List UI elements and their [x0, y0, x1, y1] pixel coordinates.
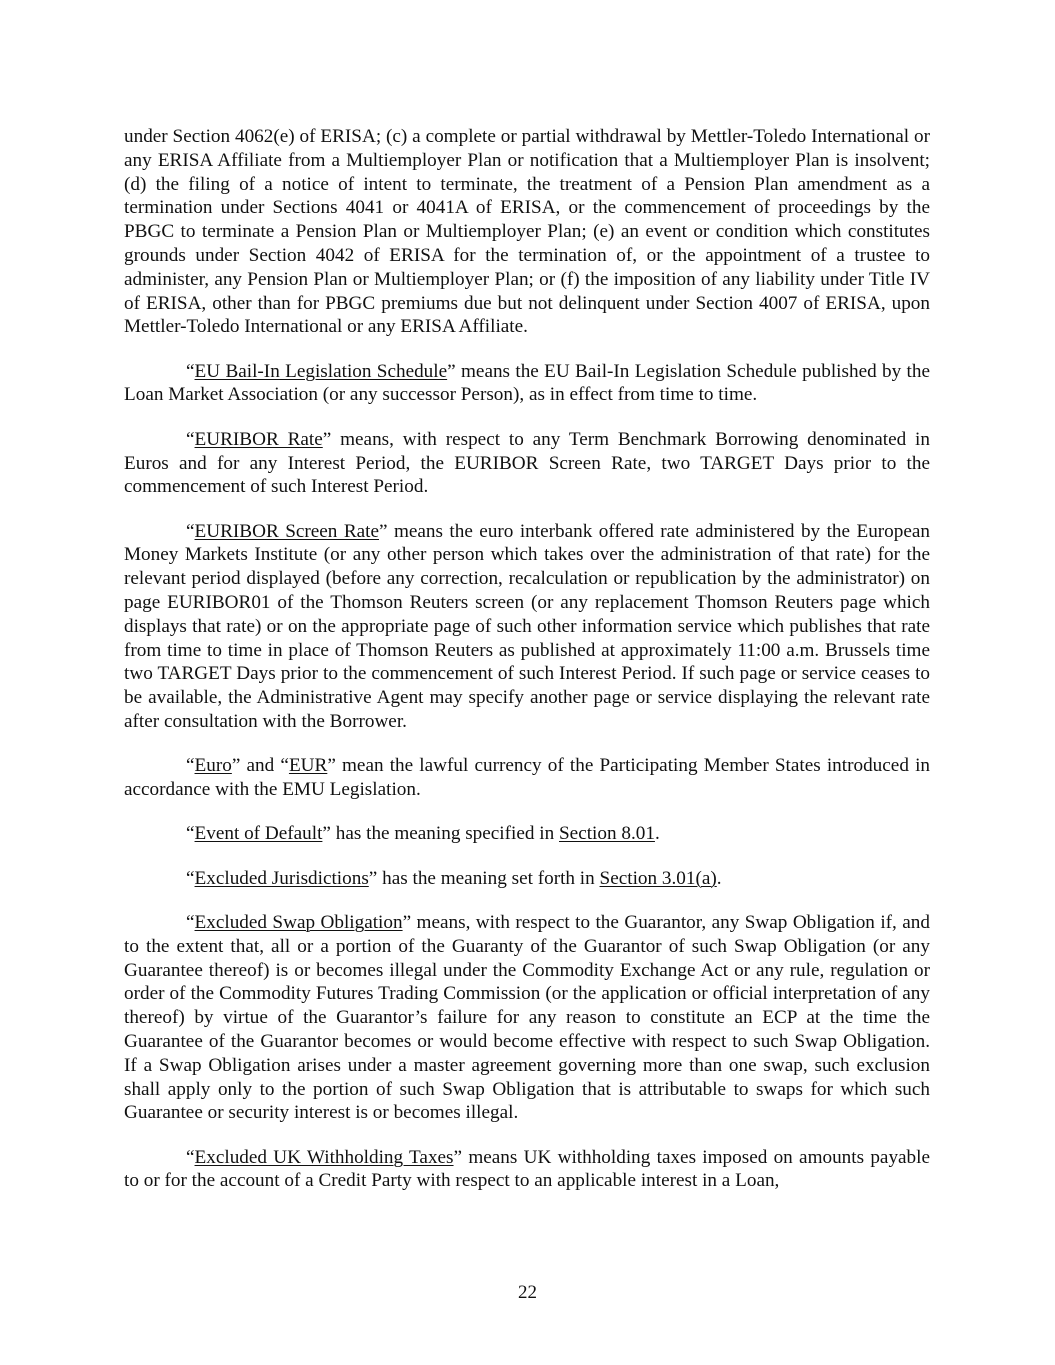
definition-excluded-swap-obligation: “Excluded Swap Obligation” means, with respect to the Guarantor, any Swap Obligation if, and to the extent that, all or a portion of the Guaranty of the Guarantor of such Swap Obligation (or any Guarantee thereof) is or becomes illegal under the Commodity Exchange Act or any rule, regulation or order of the Commodity Futures Trading Commission (or the application or official interpretation of any thereof) by virtue of the Guarantor’s failure for any reason to constitute an ECP at the time the Guarantee of the Guarantor becomes or would become effective with respect to such Swap Obligation. If a Swap Obligation arises under a master agreement governing more than one swap, such exclusion shall apply only to the portion of such Swap Obligation that is attributable to swaps for which such Guarantee or security interest is or becomes illegal.	[124, 912, 930, 1124]
defined-term: EUR	[288, 755, 328, 777]
definition-connector: and	[240, 755, 281, 777]
document-body	[124, 125, 930, 1214]
definition-text: has the meaning specified in	[330, 823, 559, 845]
defined-term: Excluded Swap Obligation	[194, 912, 403, 934]
page-number: 22	[518, 1282, 537, 1303]
defined-term: EURIBOR Screen Rate	[194, 520, 379, 542]
defined-term: Euro	[194, 755, 232, 777]
definition-text: means, with respect to any Term Benchmark Borrowing denominated in Euros and for any Interest Period, the EURIBOR Screen Rate, two TARGET Days prior to the commencement of such Interest Period.	[124, 428, 930, 498]
definition-excluded-jurisdictions: “Excluded Jurisdictions” has the meaning set forth in Section 3.01(a).	[186, 867, 722, 889]
definition-text: means UK withholding taxes imposed on amounts payable to or for the account of a Credit Party with respect to an applicable interest in a Loan,	[124, 1146, 930, 1192]
definition-euribor-screen-rate: “EURIBOR Screen Rate” means the euro interbank offered rate administered by the European Money Markets Institute (or any other person which takes over the administration of that rate) for the relevant period displayed (before any correction, recalculation or republication by the administrator) on page EURIBOR01 of the Thomson Reuters screen (or any replacement Thomson Reuters page which displays that rate) or on the appropriate page of such other information service which publishes that rate from time to time in place of Thomson Reuters as published at approximately 11:00 a.m. Brussels time two TARGET Days prior to the commencement of such Interest Period. If such page or service ceases to be available, the Administrative Agent may specify another page or service displaying the relevant rate after consultation with the Borrower.	[124, 520, 930, 733]
definition-text: means, with respect to the Guarantor, any Swap Obligation if, and to the extent that, all or a portion of the Guaranty of the Guarantor of such Swap Obligation (or any Guarantee thereof) is or becomes illegal under the Commodity Exchange Act or any rule, regulation or order of the Commodity Futures Trading Commission (or the application or official interpretation of any thereof) by virtue of the Guarantor’s failure for any reason to constitute an ECP at the time the Guarantee of the Guarantor becomes or would become effective with respect to such Swap Obligation. If a Swap Obligation arises under a master agreement governing more than one swap, such exclusion shall apply only to the portion of such Swap Obligation that is attributable to swaps for which such Guarantee or security interest is or becomes illegal.	[124, 912, 930, 1124]
definition-euribor-rate: “EURIBOR Rate” means, with respect to any Term Benchmark Borrowing denominated in Euros and for any Interest Period, the EURIBOR Screen Rate, two TARGET Days prior to the commencement of such Interest Period.	[124, 428, 930, 498]
definition-eu-bail-in-schedule: “EU Bail-In Legislation Schedule” means the EU Bail-In Legislation Schedule published by the Loan Market Association (or any successor Person), as in effect from time to time.	[124, 360, 930, 406]
definition-end: .	[654, 823, 660, 845]
defined-term: EU Bail-In Legislation Schedule	[194, 360, 448, 382]
definition-excluded-uk-withholding-taxes: “Excluded UK Withholding Taxes” means UK withholding taxes imposed on amounts payable to or for the account of a Credit Party with respect to an applicable interest in a Loan,	[124, 1146, 930, 1192]
definition-euro: “Euro” and “EUR” mean the lawful currency of the Participating Member States introduced in accordance with the EMU Legislation.	[124, 755, 930, 801]
section-reference: Section 8.01	[559, 823, 655, 845]
defined-term: EURIBOR Rate	[194, 428, 323, 450]
definition-end: .	[716, 867, 722, 889]
defined-term: Event of Default	[194, 823, 323, 845]
defined-term: Excluded UK Withholding Taxes	[194, 1146, 454, 1168]
definition-text: means the EU Bail-In Legislation Schedule published by the Loan Market Association (or any successor Person), as in effect from time to time.	[124, 360, 930, 406]
definition-text: mean the lawful currency of the Participating Member States introduced in accordance with the EMU Legislation.	[124, 755, 930, 801]
defined-term: Excluded Jurisdictions	[194, 867, 369, 889]
definition-text: means the euro interbank offered rate administered by the European Money Markets Institute (or any other person which takes over the administration of that rate) for the relevant period displayed (before any correction, recalculation or republication by the administrator) on page EURIBOR01 of the Thomson Reuters screen (or any replacement Thomson Reuters page which displays that rate) or on the appropriate page of such other information service which publishes that rate from time to time in place of Thomson Reuters as published at approximately 11:00 a.m. Brussels time two TARGET Days prior to the commencement of such Interest Period. If such page or service ceases to be available, the Administrative Agent may specify another page or service displaying the relevant rate after consultation with the Borrower.	[124, 520, 930, 733]
definition-event-of-default: “Event of Default” has the meaning specified in Section 8.01.	[186, 823, 660, 845]
section-reference: Section 3.01(a)	[599, 867, 717, 889]
erisa-event-continuation: under Section 4062(e) of ERISA; (c) a complete or partial withdrawal by Mettler-Toledo International or any ERISA Affiliate from a Multiemployer Plan or notification that a Multiemployer Plan is insolvent; (d) the filing of a notice of intent to terminate, the treatment of a Pension Plan amendment as a termination under Sections 4041 or 4041A of ERISA, or the commencement of proceedings by the PBGC to terminate a Pension Plan or Multiemployer Plan; (e) an event or condition which constitutes grounds under Section 4042 of ERISA for the termination of, or the appointment of a trustee to administer, any Pension Plan or Multiemployer Plan; or (f) the imposition of any liability under Title IV of ERISA, other than for PBGC premiums due but not delinquent under Section 4007 of ERISA, upon Mettler-Toledo International or any ERISA Affiliate.	[124, 126, 930, 338]
definition-text: has the meaning set forth in	[377, 867, 600, 889]
